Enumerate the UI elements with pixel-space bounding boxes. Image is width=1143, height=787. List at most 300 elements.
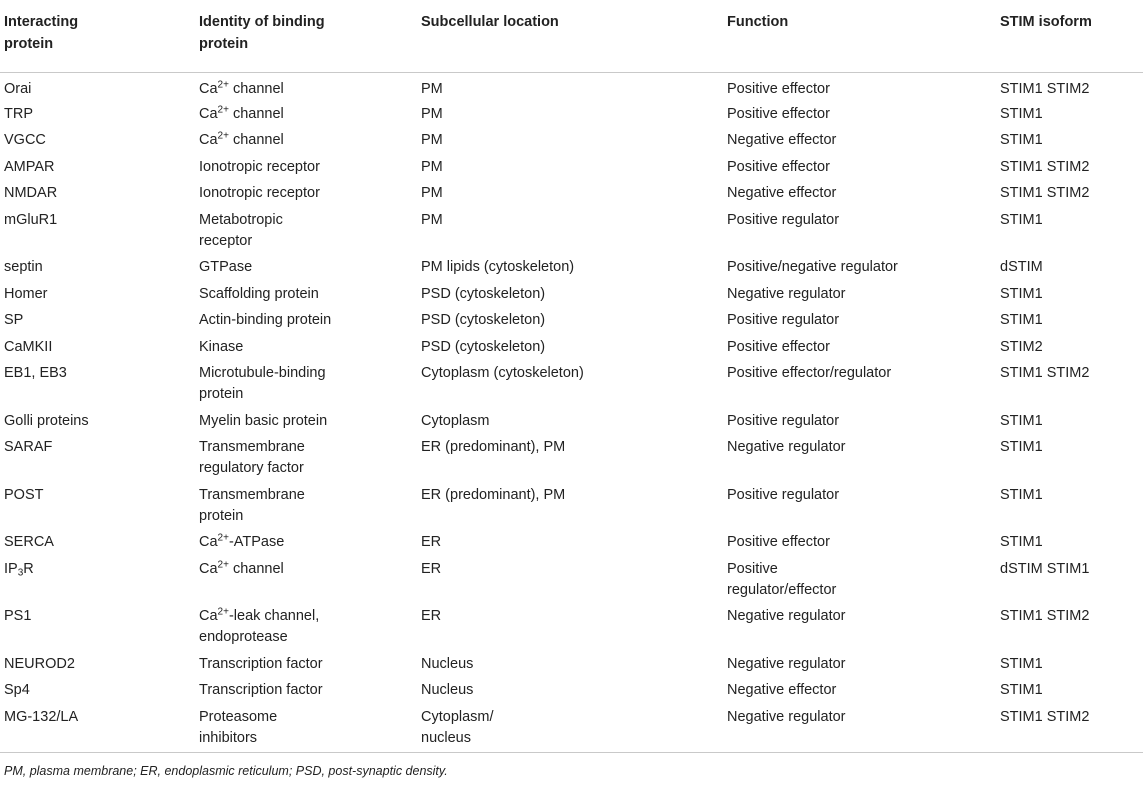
cell-binding-protein-identity <box>199 703 421 753</box>
cell-text: Transcription factor <box>199 655 323 672</box>
header-text: Subcellular location <box>421 14 559 30</box>
cell-stim-isoform <box>1000 703 1143 753</box>
cell-binding-protein-identity <box>199 153 421 180</box>
table-row <box>0 206 1143 254</box>
cell-text: septin <box>4 259 43 275</box>
cell-text: PS1 <box>4 608 32 624</box>
cell-text: Ca <box>199 534 218 550</box>
cell-subcellular-location <box>421 433 727 481</box>
cell-subcellular-location <box>421 126 727 153</box>
cell-text-line <box>727 157 1000 178</box>
cell-text-line <box>727 257 1000 278</box>
cell-interacting-protein <box>0 306 199 333</box>
cell-text: channel <box>228 132 284 148</box>
cell-text-line <box>727 210 1000 231</box>
cell-text-line <box>199 210 421 231</box>
cell-subcellular-location <box>421 253 727 280</box>
cell-text-line <box>199 654 421 675</box>
cell-text: PM <box>421 185 443 201</box>
cell-text: regulator/effector <box>727 581 837 598</box>
cell-text: Negative regulator <box>727 655 846 672</box>
cell-text-line <box>199 231 421 252</box>
cell-stim-isoform <box>1000 359 1143 407</box>
cell-binding-protein-identity <box>199 650 421 677</box>
cell-text-line <box>421 157 727 178</box>
cell-interacting-protein <box>0 650 199 677</box>
cell-text-line <box>199 411 421 432</box>
cell-text-line <box>421 337 727 358</box>
cell-subcellular-location <box>421 306 727 333</box>
cell-text: channel <box>228 560 284 577</box>
cell-binding-protein-identity <box>199 306 421 333</box>
cell-function <box>727 407 1000 434</box>
cell-subcellular-location <box>421 676 727 703</box>
cell-text-line <box>199 337 421 358</box>
header-text: protein <box>199 36 249 52</box>
cell-text: STIM1 STIM2 <box>1000 158 1090 175</box>
cell-function <box>727 650 1000 677</box>
cell-subcellular-location <box>421 72 727 100</box>
cell-stim-isoform <box>1000 555 1143 603</box>
cell-binding-protein-identity <box>199 676 421 703</box>
cell-text-line <box>1000 363 1143 384</box>
cell-text-line <box>199 485 421 506</box>
cell-text-line <box>727 606 1000 627</box>
cell-binding-protein-identity <box>199 253 421 280</box>
cell-text-line <box>727 680 1000 701</box>
cell-text-line <box>1000 130 1143 151</box>
cell-text: TRP <box>4 105 33 122</box>
cell-text-line <box>421 411 727 432</box>
cell-binding-protein-identity <box>199 179 421 206</box>
cell-text: Positive effector <box>727 534 830 550</box>
cell-text: Positive regulator <box>727 486 840 503</box>
table-row <box>0 528 1143 555</box>
cell-text: regulatory factor <box>199 460 304 476</box>
cell-text-line <box>421 310 727 331</box>
cell-text-line <box>4 79 199 100</box>
cell-binding-protein-identity <box>199 72 421 100</box>
cell-text: Positive effector <box>727 105 830 122</box>
cell-text: Positive regulator <box>727 312 840 328</box>
cell-function <box>727 481 1000 529</box>
superscript-text: 2+ <box>217 559 229 570</box>
cell-function <box>727 555 1000 603</box>
cell-subcellular-location <box>421 333 727 360</box>
cell-subcellular-location <box>421 359 727 407</box>
subscript-text: 3 <box>17 567 24 578</box>
cell-text-line <box>421 104 727 125</box>
cell-text: POST <box>4 486 44 503</box>
cell-subcellular-location <box>421 179 727 206</box>
cell-text-line <box>727 284 1000 305</box>
cell-text: Cytoplasm (cytoskeleton) <box>421 365 584 381</box>
cell-text-line <box>4 257 199 278</box>
cell-interacting-protein <box>0 253 199 280</box>
table-row <box>0 602 1143 650</box>
cell-interacting-protein <box>0 555 199 603</box>
cell-text: PSD (cytoskeleton) <box>421 338 546 355</box>
cell-text: Sp4 <box>4 682 30 698</box>
cell-text: STIM1 STIM2 <box>1000 185 1090 201</box>
cell-text: protein <box>199 386 244 402</box>
cell-stim-isoform <box>1000 602 1143 650</box>
cell-text-line <box>727 707 1000 728</box>
cell-function <box>727 153 1000 180</box>
cell-text-line <box>4 559 199 580</box>
cell-text-line <box>727 104 1000 125</box>
cell-function <box>727 179 1000 206</box>
cell-text: -leak channel, <box>228 608 320 624</box>
cell-subcellular-location <box>421 153 727 180</box>
cell-stim-isoform <box>1000 280 1143 307</box>
cell-text: Transcription factor <box>199 682 323 698</box>
cell-text: R <box>23 560 34 577</box>
header-text: STIM isoform <box>1000 14 1092 30</box>
cell-text-line <box>199 707 421 728</box>
cell-text: ER (predominant), PM <box>421 486 566 503</box>
cell-text: Nucleus <box>421 655 474 672</box>
column-header-function <box>727 0 1000 72</box>
superscript-text: 2+ <box>217 606 229 618</box>
cell-text-line <box>727 183 1000 204</box>
cell-text: CaMKII <box>4 338 53 355</box>
cell-text-line <box>727 130 1000 151</box>
cell-text-line <box>421 485 727 506</box>
cell-text-line <box>421 707 727 728</box>
cell-stim-isoform <box>1000 100 1143 127</box>
cell-subcellular-location <box>421 280 727 307</box>
cell-interacting-protein <box>0 280 199 307</box>
cell-text: Ca <box>199 608 218 624</box>
cell-interacting-protein <box>0 359 199 407</box>
cell-text: STIM1 <box>1000 534 1043 550</box>
cell-text-line <box>1000 606 1143 627</box>
cell-function <box>727 100 1000 127</box>
cell-text: endoprotease <box>199 629 288 645</box>
cell-text: SERCA <box>4 534 54 550</box>
cell-text: Ionotropic receptor <box>199 185 320 201</box>
cell-interacting-protein <box>0 126 199 153</box>
column-header-subcellular-location <box>421 0 727 72</box>
cell-text: Positive regulator <box>727 211 840 228</box>
cell-function <box>727 333 1000 360</box>
cell-text: Negative regulator <box>727 285 846 302</box>
table-row <box>0 280 1143 307</box>
cell-text-line <box>421 532 727 553</box>
cell-text-line <box>199 680 421 701</box>
cell-text-line <box>4 310 199 331</box>
cell-interacting-protein <box>0 153 199 180</box>
cell-text: channel <box>228 105 284 122</box>
cell-interacting-protein <box>0 72 199 100</box>
cell-text: PM <box>421 105 443 122</box>
cell-text: ER <box>421 560 442 577</box>
cell-text: IP <box>4 560 18 577</box>
cell-text: STIM1 STIM2 <box>1000 80 1090 97</box>
cell-text: Positive effector <box>727 158 830 175</box>
cell-text-line <box>1000 485 1143 506</box>
cell-text: receptor <box>199 232 253 249</box>
cell-text-line <box>199 728 421 749</box>
cell-text-line <box>199 257 421 278</box>
cell-subcellular-location <box>421 100 727 127</box>
cell-text-line <box>199 506 421 527</box>
cell-text-line <box>199 284 421 305</box>
table-row <box>0 555 1143 603</box>
cell-text: dSTIM STIM1 <box>1000 560 1090 577</box>
cell-interacting-protein <box>0 407 199 434</box>
cell-interacting-protein <box>0 179 199 206</box>
cell-text-line <box>199 130 421 151</box>
cell-text-line <box>421 654 727 675</box>
cell-text-line <box>199 532 421 553</box>
cell-text-line <box>1000 654 1143 675</box>
superscript-text: 2+ <box>217 104 229 115</box>
table-row <box>0 676 1143 703</box>
cell-text-line <box>199 437 421 458</box>
table-row <box>0 100 1143 127</box>
cell-text: Nucleus <box>421 682 474 698</box>
cell-text: PM <box>421 211 443 228</box>
cell-function <box>727 602 1000 650</box>
cell-stim-isoform <box>1000 676 1143 703</box>
cell-text-line <box>199 310 421 331</box>
cell-interacting-protein <box>0 433 199 481</box>
cell-text-line <box>199 183 421 204</box>
cell-stim-isoform <box>1000 407 1143 434</box>
cell-text: STIM2 <box>1000 338 1043 355</box>
cell-text-line <box>421 257 727 278</box>
cell-text: Positive effector <box>727 80 830 97</box>
cell-binding-protein-identity <box>199 206 421 254</box>
cell-text-line <box>199 157 421 178</box>
cell-stim-isoform <box>1000 481 1143 529</box>
cell-text: Ca <box>199 105 218 122</box>
cell-interacting-protein <box>0 602 199 650</box>
table-row <box>0 126 1143 153</box>
cell-text-line <box>421 183 727 204</box>
cell-binding-protein-identity <box>199 481 421 529</box>
cell-text-line <box>1000 210 1143 231</box>
cell-stim-isoform <box>1000 253 1143 280</box>
cell-stim-isoform <box>1000 650 1143 677</box>
cell-text-line <box>4 680 199 701</box>
cell-text: channel <box>228 80 284 97</box>
cell-text: Scaffolding protein <box>199 285 319 302</box>
cell-function <box>727 126 1000 153</box>
table-row <box>0 407 1143 434</box>
cell-text: protein <box>199 507 244 524</box>
cell-text-line <box>1000 157 1143 178</box>
cell-text-line <box>1000 437 1143 458</box>
cell-text: dSTIM <box>1000 259 1043 275</box>
table-row <box>0 481 1143 529</box>
cell-interacting-protein <box>0 333 199 360</box>
cell-text: STIM1 STIM2 <box>1000 708 1090 725</box>
cell-text: PM <box>421 132 443 148</box>
cell-text-line <box>1000 310 1143 331</box>
cell-text: Ca <box>199 132 218 148</box>
cell-function <box>727 703 1000 753</box>
cell-text: PM <box>421 158 443 175</box>
cell-binding-protein-identity <box>199 126 421 153</box>
cell-text-line <box>4 284 199 305</box>
cell-text: AMPAR <box>4 158 55 175</box>
cell-text-line <box>199 363 421 384</box>
cell-text: Negative regulator <box>727 608 846 624</box>
cell-binding-protein-identity <box>199 602 421 650</box>
cell-text: STIM1 <box>1000 682 1043 698</box>
cell-text: Positive regulator <box>727 412 840 429</box>
cell-text-line <box>727 580 1000 601</box>
cell-text: VGCC <box>4 132 46 148</box>
cell-text: Myelin basic protein <box>199 412 328 429</box>
cell-text: EB1, EB3 <box>4 365 67 381</box>
superscript-text: 2+ <box>217 79 229 90</box>
cell-text: Transmembrane <box>199 486 305 503</box>
cell-text-line <box>1000 104 1143 125</box>
cell-text: STIM1 <box>1000 312 1043 328</box>
cell-binding-protein-identity <box>199 280 421 307</box>
cell-text-line <box>727 363 1000 384</box>
cell-function <box>727 206 1000 254</box>
cell-text-line <box>727 337 1000 358</box>
cell-stim-isoform <box>1000 179 1143 206</box>
cell-text-line <box>1000 79 1143 100</box>
cell-function <box>727 280 1000 307</box>
cell-text: mGluR1 <box>4 211 58 228</box>
cell-text-line <box>199 606 421 627</box>
cell-text: Negative effector <box>727 132 837 148</box>
column-header-binding-protein-identity <box>199 0 421 72</box>
header-text: Interacting <box>4 14 79 30</box>
cell-subcellular-location <box>421 481 727 529</box>
table-row <box>0 153 1143 180</box>
cell-text-line <box>4 210 199 231</box>
cell-interacting-protein <box>0 206 199 254</box>
cell-text: Kinase <box>199 338 244 355</box>
cell-function <box>727 528 1000 555</box>
cell-stim-isoform <box>1000 333 1143 360</box>
cell-text-line <box>421 79 727 100</box>
cell-binding-protein-identity <box>199 433 421 481</box>
cell-interacting-protein <box>0 703 199 753</box>
cell-binding-protein-identity <box>199 333 421 360</box>
cell-text: STIM1 <box>1000 211 1043 228</box>
table-row <box>0 306 1143 333</box>
cell-subcellular-location <box>421 407 727 434</box>
cell-text-line <box>421 606 727 627</box>
cell-text: STIM1 <box>1000 486 1043 503</box>
cell-binding-protein-identity <box>199 100 421 127</box>
table-row <box>0 253 1143 280</box>
cell-text-line <box>199 458 421 479</box>
cell-text: Negative regulator <box>727 439 846 455</box>
cell-text: Homer <box>4 285 48 302</box>
cell-subcellular-location <box>421 703 727 753</box>
cell-binding-protein-identity <box>199 407 421 434</box>
cell-interacting-protein <box>0 481 199 529</box>
cell-text: Cytoplasm/ <box>421 708 494 725</box>
cell-text: Orai <box>4 80 32 97</box>
cell-text: SARAF <box>4 439 53 455</box>
cell-text-line <box>1000 284 1143 305</box>
cell-binding-protein-identity <box>199 528 421 555</box>
table-row <box>0 333 1143 360</box>
column-header-stim-isoform <box>1000 0 1143 72</box>
cell-function <box>727 306 1000 333</box>
cell-text: inhibitors <box>199 729 258 746</box>
cell-text-line <box>4 363 199 384</box>
cell-text-line <box>421 728 727 749</box>
cell-function <box>727 676 1000 703</box>
cell-function <box>727 359 1000 407</box>
cell-subcellular-location <box>421 650 727 677</box>
cell-text-line <box>727 411 1000 432</box>
cell-text: Ca <box>199 560 218 577</box>
cell-text-line <box>4 437 199 458</box>
cell-text-line <box>4 104 199 125</box>
cell-stim-isoform <box>1000 153 1143 180</box>
cell-subcellular-location <box>421 602 727 650</box>
cell-text: STIM1 <box>1000 439 1043 455</box>
cell-text-line <box>4 532 199 553</box>
cell-text: ER <box>421 608 442 624</box>
cell-stim-isoform <box>1000 126 1143 153</box>
cell-text: Ionotropic receptor <box>199 158 320 175</box>
cell-text: Positive effector <box>727 338 830 355</box>
cell-text-line <box>4 157 199 178</box>
cell-text-line <box>4 411 199 432</box>
cell-text: STIM1 <box>1000 105 1043 122</box>
cell-subcellular-location <box>421 206 727 254</box>
cell-text-line <box>1000 559 1143 580</box>
cell-function <box>727 253 1000 280</box>
cell-text: MG-132/LA <box>4 708 79 725</box>
table-row <box>0 433 1143 481</box>
header-text: Identity of binding <box>199 14 325 30</box>
header-text: Function <box>727 14 789 30</box>
cell-text-line <box>727 310 1000 331</box>
cell-text: Positive <box>727 560 778 577</box>
cell-interacting-protein <box>0 676 199 703</box>
cell-text-line <box>421 363 727 384</box>
cell-text: -ATPase <box>228 534 285 550</box>
cell-text-line <box>199 104 421 125</box>
cell-text-line <box>727 654 1000 675</box>
cell-text-line <box>4 654 199 675</box>
cell-text: Golli proteins <box>4 412 89 429</box>
cell-text-line <box>421 559 727 580</box>
cell-text-line <box>421 680 727 701</box>
cell-text-line <box>4 606 199 627</box>
cell-text-line <box>1000 337 1143 358</box>
cell-text: NEUROD2 <box>4 655 75 672</box>
cell-text-line <box>4 183 199 204</box>
cell-text-line <box>727 485 1000 506</box>
cell-subcellular-location <box>421 555 727 603</box>
cell-text: PM <box>421 80 443 97</box>
cell-stim-isoform <box>1000 306 1143 333</box>
cell-function <box>727 433 1000 481</box>
cell-stim-isoform <box>1000 72 1143 100</box>
cell-text-line <box>727 532 1000 553</box>
cell-text: STIM1 STIM2 <box>1000 608 1090 624</box>
superscript-text: 2+ <box>217 130 229 142</box>
cell-text: GTPase <box>199 259 253 275</box>
cell-interacting-protein <box>0 100 199 127</box>
